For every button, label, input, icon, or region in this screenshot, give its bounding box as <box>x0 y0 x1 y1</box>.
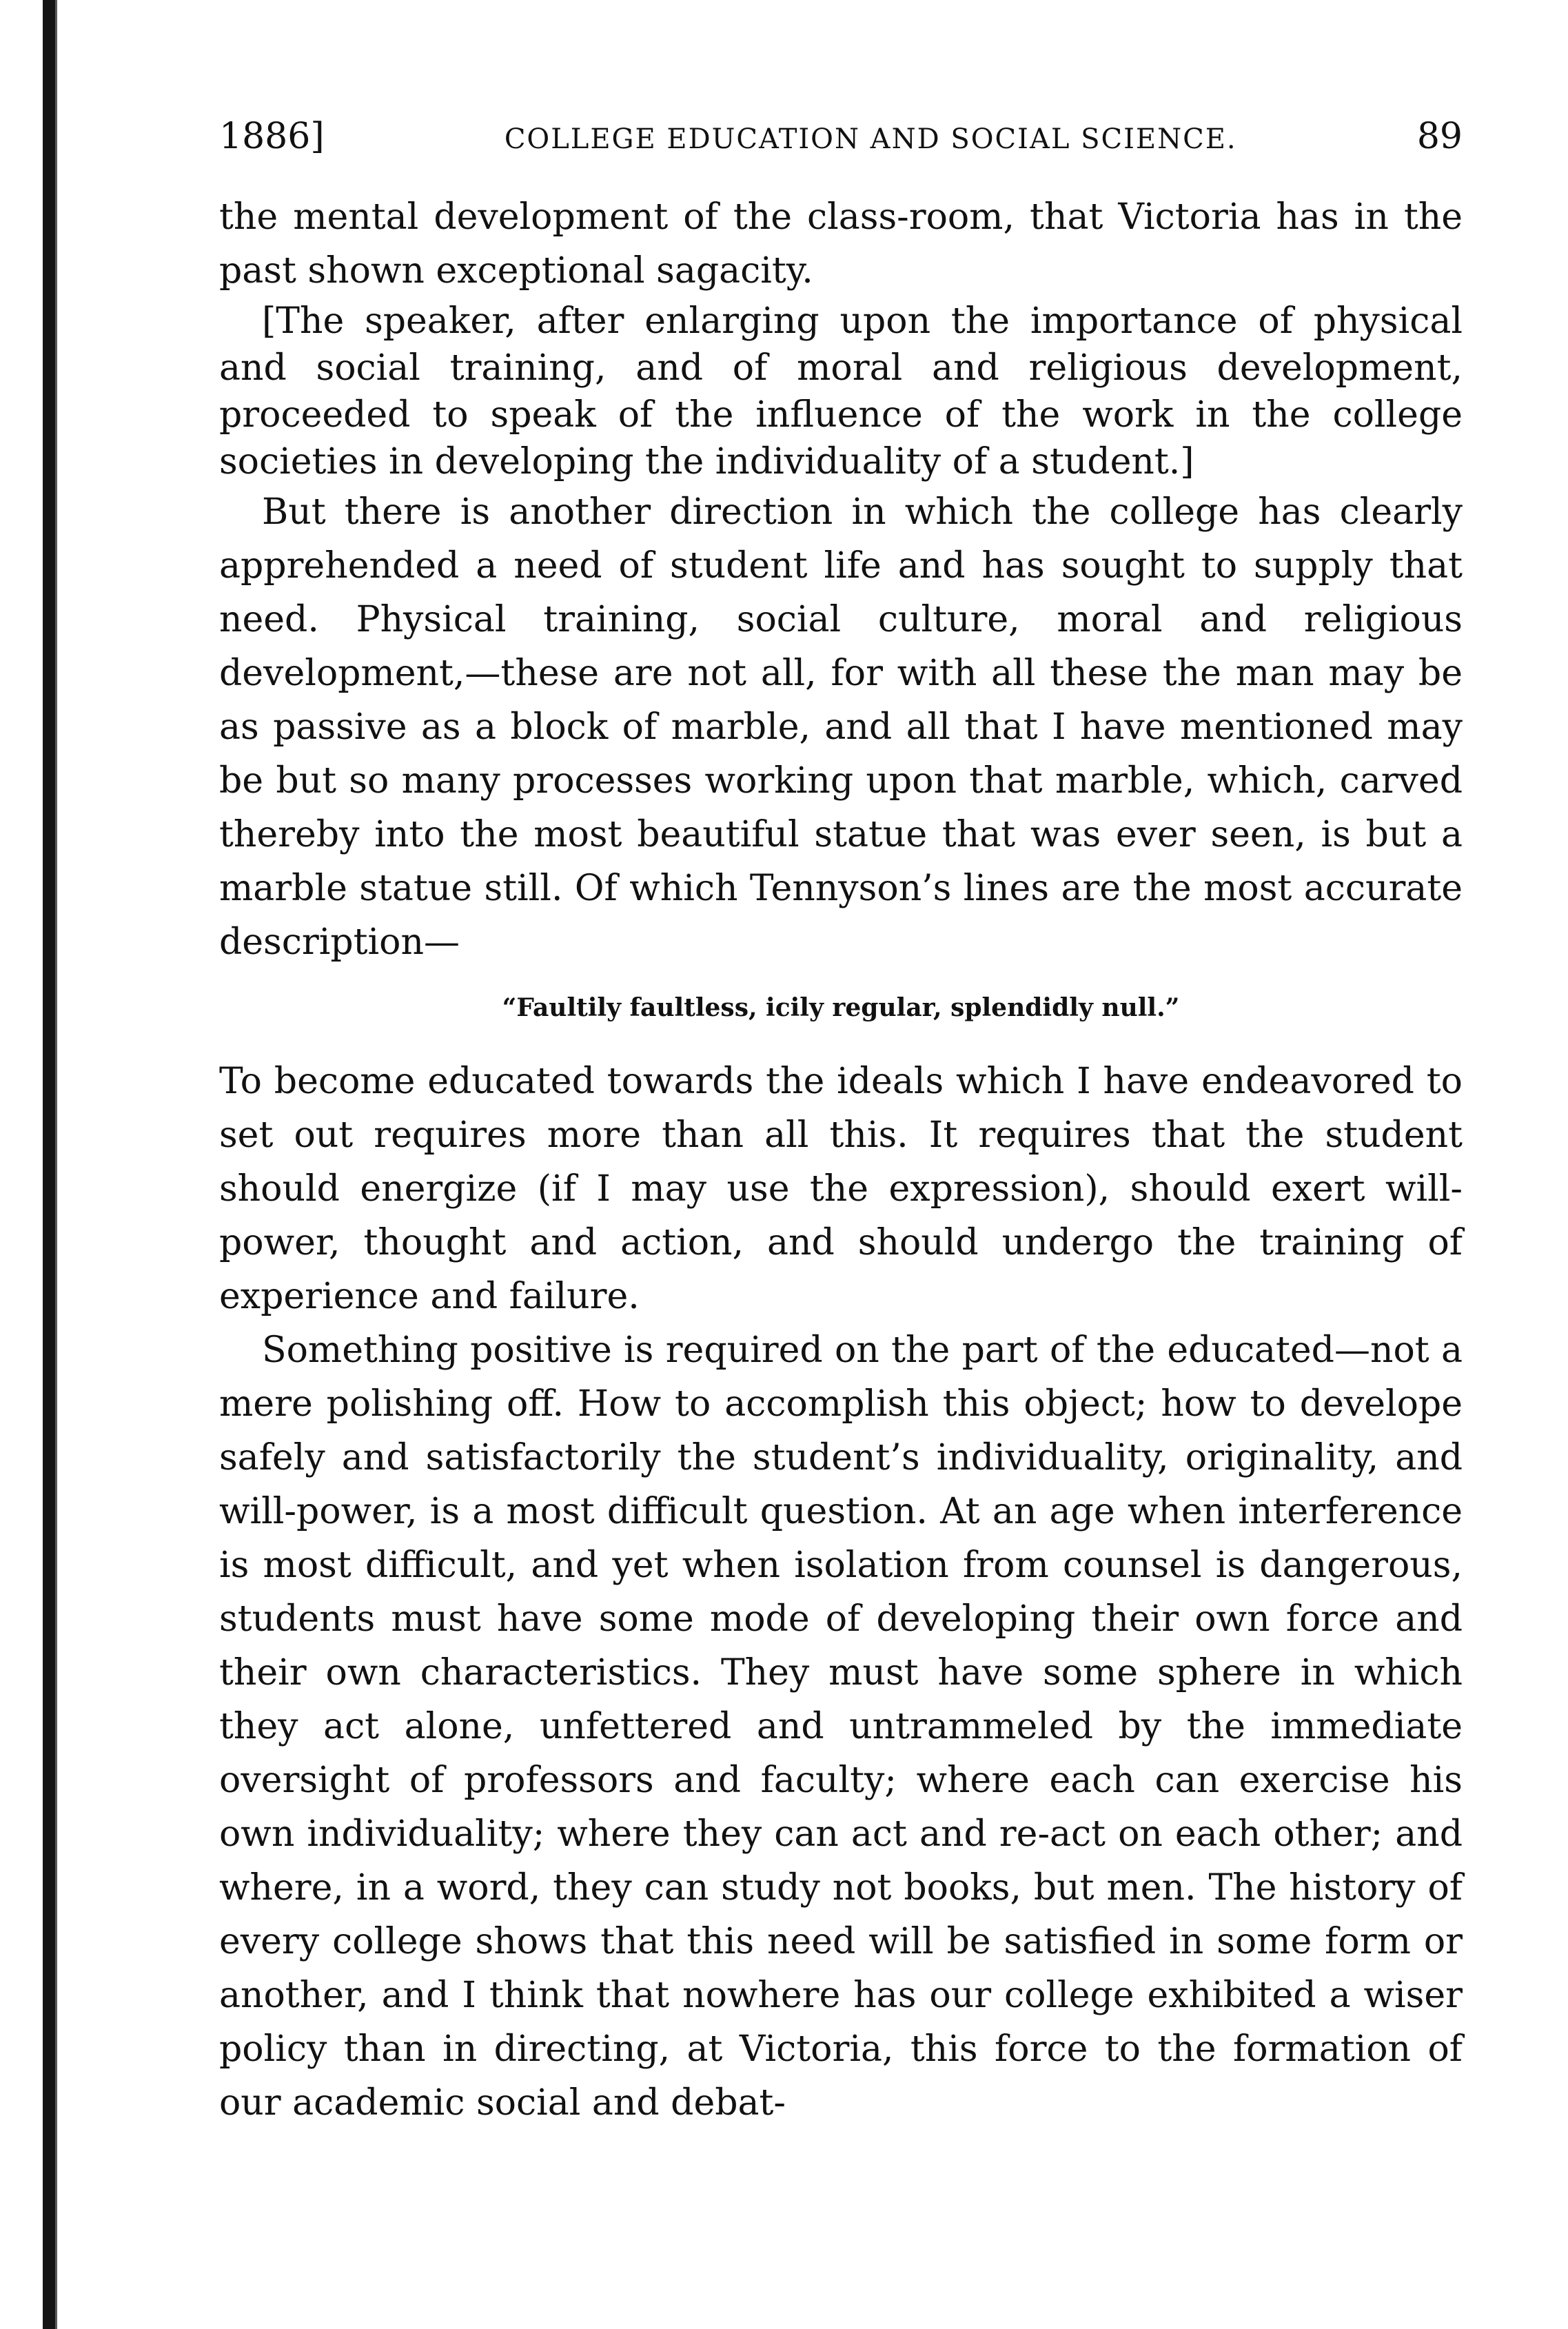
running-head-year: 1886] <box>219 116 325 157</box>
paragraph-continued: the mental development of the class-room, that Victoria has in the past shown exceptional sagacity. <box>219 196 1463 292</box>
paragraph-become-educated: To become educated towards the ideals which I have endeavored to set out requires more than all this. It requires that the student should energize (if I may use the expression), should exert will-power, thought and action, and should undergo the training of experience and failure. <box>219 1061 1463 1317</box>
running-head <box>219 116 1463 174</box>
book-page <box>219 116 1463 2130</box>
page-number: 89 <box>1416 116 1463 157</box>
tennyson-quotation: “Faultily faultless, icily regular, splendidly null.” <box>502 993 1180 1022</box>
paragraph-something-positive: Something positive is required on the part of the educated—not a mere polishing off. How to accomplish this object; how to develope safely and satisfactorily the student’s individuality, originality, and will-power, is a most difficult question. At an age when interference is most difficult, and yet when isolation from counsel is dangerous, students must have some mode of developing their own force and their own characteristics. They must have some sphere in which they act alone, unfettered and untrammeled by the immediate oversight of professors and faculty; where each can exercise his own individuality; where they can act and re-act on each other; and where, in a word, they can study not books, but men. The history of every college shows that this need will be satisfied in some form or another, and I think that nowhere has our college exhibited a wiser policy than in directing, at Victoria, this force to the formation of our academic social and debat- <box>219 1330 1463 2124</box>
running-head-title: COLLEGE EDUCATION AND SOCIAL SCIENCE. <box>504 123 1237 155</box>
paragraph-another-direction: But there is another direction in which the college has clearly apprehended a need of student life and has sought to supply that need. Physical training, social culture, moral and religious development,—these are not all, for with all these the man may be as passive as a block of marble, and all that I have mentioned may be but so many processes working upon that marble, which, carved thereby into the most beautiful statue that was ever seen, is but a marble statue still. Of which Tennyson’s lines are the most accurate description— <box>219 491 1463 963</box>
paragraph-bracketed-note: [The speaker, after enlarging upon the importance of physical and social training, and of moral and religious development, proceeded to speak of the influence of the work in the college societies in developing the individuality of a student.] <box>219 301 1463 482</box>
binding-edge <box>43 0 55 2329</box>
binding-edge-shadow <box>55 0 57 2329</box>
